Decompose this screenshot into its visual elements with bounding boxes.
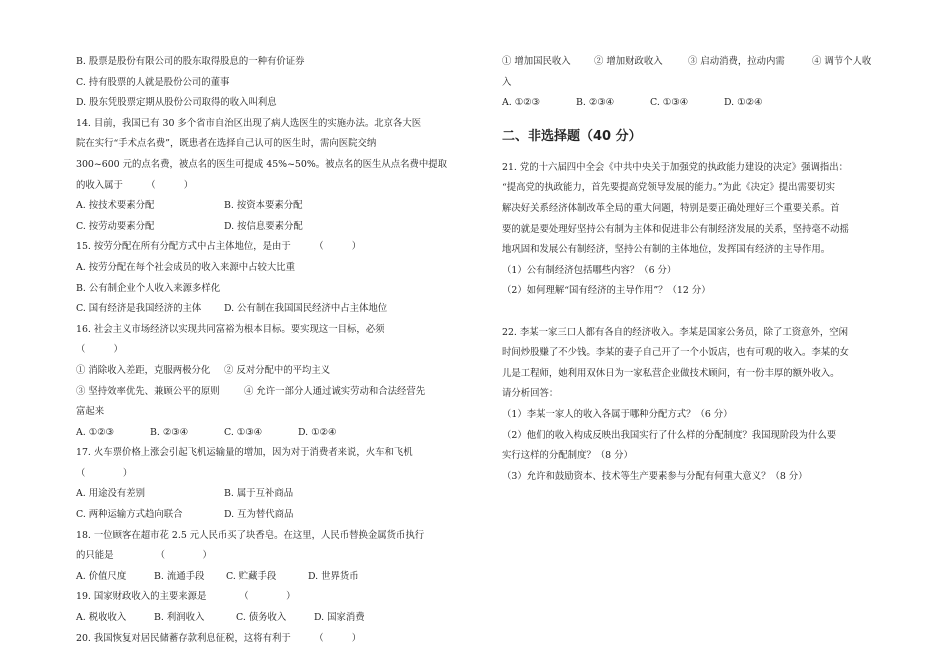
q20-statement-1: ① 增加国民收入 — [502, 56, 571, 67]
q15-option-b: B. 公有制企业个人收入来源多样化 — [76, 282, 221, 294]
q22-subquestion-2: （2）他们的收入构成反映出我国实行了什么样的分配制度？我国现阶段为什么要 — [502, 429, 837, 441]
q21-stem-line: 21. 党的十六届四中全会《中共中央关于加强党的执政能力建设的决定》强调指出： — [502, 161, 849, 173]
q16-option-d: D. ①②④ — [298, 426, 337, 438]
q18-options-row — [76, 567, 474, 588]
q14-option-b: B. 按资本要素分配 — [224, 200, 303, 212]
q15-option-a: A. 按劳分配在每个社会成员的收入来源中占较大比重 — [76, 261, 295, 273]
q16-options-row — [76, 423, 474, 444]
q17-option-a: A. 用途没有差别 — [76, 488, 145, 500]
spacer — [502, 302, 887, 323]
q20-stem: 20. 我国恢复对居民储蓄存款利息征税，这将有利于 （ ） — [76, 632, 362, 644]
q17-option-d: D. 互为替代商品 — [224, 509, 294, 521]
q16-statements-row — [76, 361, 474, 382]
q16-option-a: A. ①②③ — [76, 426, 114, 438]
q21-subquestion-1: （1）公有制经济包括哪些内容？（6 分） — [502, 264, 677, 276]
q16-statement-3: ③ 坚持效率优先、兼顾公平的原则 — [76, 385, 220, 397]
q19-options-row — [76, 608, 474, 629]
q19-option-c: C. 债务收入 — [236, 612, 287, 624]
q14-option-a: A. 按技术要素分配 — [76, 200, 155, 212]
q18-option-b: B. 流通手段 — [154, 570, 205, 582]
q22-subquestion-1: （1）李某一家人的收入各属于哪种分配方式？（6 分） — [502, 408, 733, 420]
q20-stem-line: 入 — [502, 76, 512, 88]
q16-option-c: C. ①③④ — [224, 426, 263, 438]
q16-statement-2: ② 反对分配中的平均主义 — [224, 364, 331, 376]
q14-stem-line: 300~600 元的点名费，被点名的医生可提成 45%~50%。被点名的医生从点名费中提取 — [76, 158, 448, 170]
q21-stem-line: 要的就是要处理好坚持公有制为主体和促进非公有制经济发展的关系，坚持毫不动摇 — [502, 223, 849, 235]
q17-stem-line: 17. 火车票价格上涨会引起飞机运输量的增加，因为对于消费者来说，火车和飞机 — [76, 447, 413, 459]
q19-stem: 19. 国家财政收入的主要来源是 （ ） — [76, 591, 296, 603]
section-heading: 二、非选择题（40 分） — [502, 128, 642, 144]
q17-options-row — [76, 505, 474, 526]
q17-option-c: C. 两种运输方式趋向联合 — [76, 509, 183, 521]
q14-option-d: D. 按信息要素分配 — [224, 220, 303, 232]
q17-options-row — [76, 484, 474, 505]
q14-options-row — [76, 217, 474, 238]
q19-option-d: D. 国家消费 — [314, 612, 365, 624]
q18-stem-line: 的只能是 （ ） — [76, 550, 212, 562]
q18-stem-line: 18. 一位顾客在超市花 2.5 元人民币买了块香皂。在这里，人民币替换金属货币执行 — [76, 529, 425, 541]
q20-option-b: B. ②③④ — [576, 97, 615, 109]
q15-stem: 15. 按劳分配在所有分配方式中占主体地位，是由于 （ ） — [76, 241, 362, 253]
q19-option-a: A. 税收收入 — [76, 612, 127, 624]
q15-options-row — [76, 299, 474, 320]
q13-option-c: C. 持有股票的人就是股份公司的董事 — [76, 76, 230, 88]
q13-option-b: B. 股票是股份有限公司的股东取得股息的一种有价证券 — [76, 56, 305, 67]
q14-options-row — [76, 196, 474, 217]
q16-stem-line: 16. 社会主义市场经济以实现共同富裕为根本目标。要实现这一目标，必须 — [76, 323, 385, 335]
q22-stem-line: 时间炒股赚了不少钱。李某的妻子自己开了一个小饭店，也有可观的收入。李某的女 — [502, 347, 849, 359]
q17-stem-line: （ ） — [76, 467, 133, 479]
q22-stem-line: 儿是工程师，她利用双休日为一家私营企业做技术顾问，有一份丰厚的额外收入。 — [502, 367, 840, 379]
q14-stem-line: 的收入属于 （ ） — [76, 179, 194, 191]
q14-stem-line: 院在实行“手术点名费”，既患者在选择自己认可的医生时，需向医院交纳 — [76, 138, 377, 150]
q21-subquestion-2: （2）如何理解“国有经济的主导作用”？（12 分） — [502, 285, 711, 297]
q20-statements-row — [502, 52, 887, 73]
q18-option-a: A. 价值尺度 — [76, 570, 127, 582]
q14-option-c: C. 按劳动要素分配 — [76, 220, 155, 232]
q20-option-c: C. ①③④ — [650, 97, 689, 109]
q21-stem-line: 地巩固和发展公有制经济，坚持公有制的主体地位，发挥国有经济的主导作用。 — [502, 244, 831, 256]
q22-stem-line: 请分析回答： — [502, 388, 559, 400]
q18-option-d: D. 世界货币 — [308, 570, 359, 582]
q16-stem-line: 富起来 — [76, 406, 105, 418]
q16-statements-row — [76, 382, 474, 403]
q14-stem-line: 14. 目前，我国已有 30 多个省市自治区出现了病人选医生的实施办法。北京各大医 — [76, 117, 422, 129]
q15-option-d: D. 公有制在我国国民经济中占主体地位 — [224, 303, 388, 315]
right-column — [502, 52, 887, 487]
q20-statement-3: ③ 启动消费，拉动内需 — [688, 56, 785, 67]
q16-stem-line: （ ） — [76, 344, 123, 356]
q20-option-a: A. ①②③ — [502, 97, 540, 109]
q20-statement-2: ② 增加财政收入 — [594, 56, 663, 67]
q22-subquestion-2-cont: 实行这样的分配制度？（8 分） — [502, 450, 633, 462]
q20-option-d: D. ①②④ — [724, 97, 763, 109]
q17-option-b: B. 属于互补商品 — [224, 488, 294, 500]
q22-stem-line: 22. 李某一家三口人都有各自的经济收入。李某是国家公务员，除了工资意外，空闲 — [502, 326, 849, 338]
q16-option-b: B. ②③④ — [150, 426, 189, 438]
left-column — [76, 52, 474, 649]
q15-option-c: C. 国有经济是我国经济的主体 — [76, 303, 202, 315]
q22-subquestion-3: （3）允许和鼓励资本、技术等生产要素参与分配有何重大意义？（8 分） — [502, 470, 808, 482]
q21-stem-line: “提高党的执政能力，首先要提高党领导发展的能力。”为此《决定》提出需要切实 — [502, 182, 836, 194]
q19-option-b: B. 利润收入 — [154, 612, 205, 624]
spacer — [502, 114, 887, 120]
q13-option-d: D. 股东凭股票定期从股份公司取得的收入叫利息 — [76, 97, 277, 109]
q21-stem-line: 解决好关系经济体制改革全局的重大问题，特别是要正确处理好三个重要关系。首 — [502, 202, 840, 214]
q20-statement-4: ④ 调节个人收 — [812, 56, 872, 67]
q20-options-row — [502, 93, 887, 114]
q18-option-c: C. 贮藏手段 — [226, 570, 277, 582]
q16-statement-4: ④ 允许一部分人通过诚实劳动和合法经营先 — [244, 385, 426, 397]
q16-statement-1: ① 消除收入差距，克服两极分化 — [76, 364, 211, 376]
